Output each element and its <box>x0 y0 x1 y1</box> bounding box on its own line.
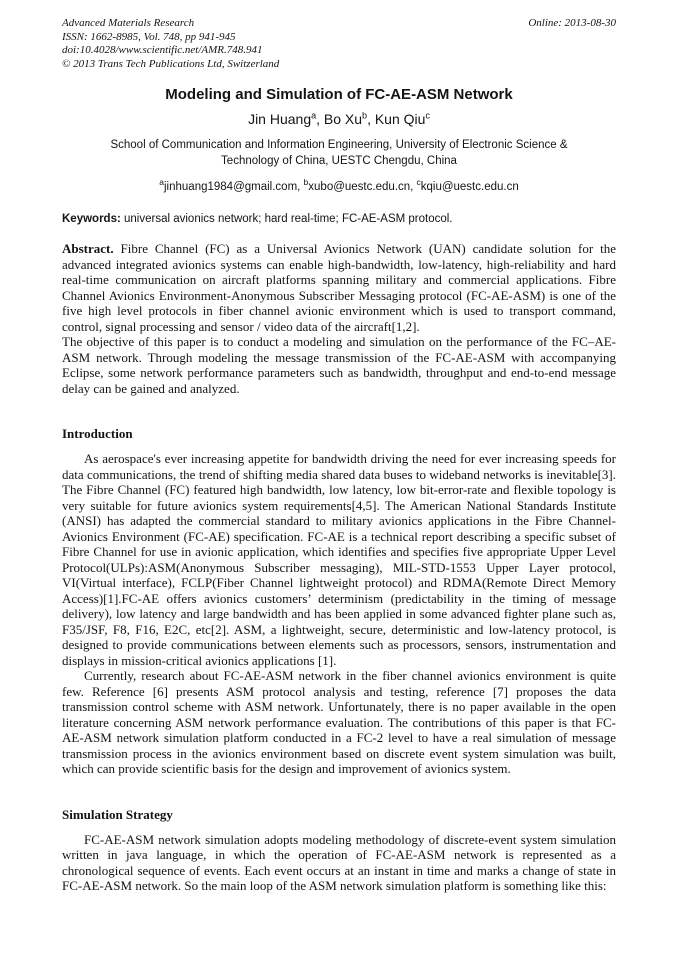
body-paragraph: As aerospace's ever increasing appetite for bandwidth driving the need for ever increasing speeds for data communications, the trend of shifting media shared data buses to wideband networks is inevitable[3]. The Fibre Channel (FC) featured high bandwidth, low latency, low bit-error-rate and flexible topology is very suitable for future avionics system requirements[4,5]. The American National Standards Institute (ANSI) has adapted the commercial standard to military avionics applications in the Fibre Channel-Avionics Environment (FC-AE) specification. FC-AE is a technical report describing a specific subset of Fibre Channel for use in avionic application, which identifies and specifies five appropriate Upper Level Protocol(ULPs):ASM(Anonymous Subscriber messaging), MIL-STD-1553 Upper Layer protocol, VI(Virtual interface), FCLP(Fiber Channel lightweight protocol) and RDMA(Remote Direct Memory Access)[1].FC-AE offers avionics customers’ determinism (predictability in the timing of message delivery), low latency and large bandwidth and has been applied in some advanced fighter plane such as, F35/JSF, F8, F16, E2C, etc[2]. ASM, a lightweight, secure, deterministic and low-latency protocol, is designed to provide communications between elements such as processors, sensors, instrumentation and displays in mission-critical avionics applications [1]. <box>62 451 616 668</box>
section-heading-introduction: Introduction <box>62 426 133 441</box>
abstract-text: Fibre Channel (FC) as a Universal Avionics Network (UAN) candidate solution for the advanced integrated avionics systems can enable high-bandwidth, low-latency, high-reliability and hard real-time communication on aircraft platforms spanning military and commercial applications. Fibre Channel Avionics Environment-Anonymous Subscriber Messaging protocol (FC-AE-ASM) is one of the five high level protocols in fiber channel avionic environment which is used to transport command, control, signal processing and sensor / video data of the aircraft[1,2]. <box>62 241 616 334</box>
author-name: Kun Qiu <box>374 111 426 127</box>
copyright-line: © 2013 Trans Tech Publications Ltd, Switzerland <box>62 57 280 70</box>
email-superscript: a <box>159 177 164 188</box>
email-separator: , <box>410 181 417 193</box>
section-heading-simulation-strategy: Simulation Strategy <box>62 806 173 822</box>
emails-line <box>62 177 616 194</box>
journal-name: Advanced Materials Research <box>62 17 195 29</box>
email-superscript: b <box>303 177 309 188</box>
issn-line: ISSN: 1662-8985, Vol. 748, pp 941-945 <box>62 30 236 43</box>
affiliation-line-2: Technology of China, UESTC Chengdu, China <box>221 155 457 167</box>
author-superscript: b <box>362 110 368 121</box>
author-separator: , <box>316 111 324 127</box>
doi-line: doi:10.4028/www.scientific.net/AMR.748.941 <box>62 44 263 56</box>
journal-header-left <box>62 17 279 71</box>
author-name: Jin Huang <box>248 111 312 127</box>
email-superscript: c <box>416 177 421 188</box>
author-superscript: c <box>425 110 430 121</box>
authors-line <box>62 111 616 128</box>
abstract-paragraph-2: The objective of this paper is to conduct a modeling and simulation on the performance of the FC–AE-ASM network. Through modeling the message transmission of the FC-AE-ASM with accompanying Eclipse, some network performance parameters such as bandwidth, throughput and end-to-end message delay can be gained and analyzed. <box>62 334 616 396</box>
paper-title: Modeling and Simulation of FC-AE-ASM Network <box>165 86 513 103</box>
journal-header <box>62 17 616 71</box>
affiliation-line-1: School of Communication and Information Engineering, University of Electronic Science & <box>110 139 568 151</box>
email-separator: , <box>297 181 304 193</box>
body-paragraph: FC-AE-ASM network simulation adopts modeling methodology of discrete-event system simulation written in java language, in which the operation of FC-AE-ASM network is represented as a chronological sequence of events. Each event occurs at an instant in time and marks a change of state in FC-AE-ASM network. So the main loop of the ASM network simulation platform is something like this: <box>62 831 616 893</box>
body-paragraph: Currently, research about FC-AE-ASM network in the fiber channel avionics environment is quite few. Reference [6] presents ASM protocol analysis and testing, reference [7] proposes the data transmission control scheme with ASM network. Unfortunately, there is no paper available in the open literature concerning ASM network performance evaluation. The contributions of this paper is that FC-AE-ASM network simulation platform conducted in a FC-2 level to have a real simulation of message transmission process in the avionics environment based on discrete event system simulation was built, which can provide scientific basis for the design and improvement of avionics system. <box>62 668 616 776</box>
email-address: jinhuang1984@gmail.com <box>164 181 298 193</box>
email-address: kqiu@uestc.edu.cn <box>420 181 519 193</box>
affiliation <box>62 137 616 169</box>
author-name: Bo Xu <box>323 111 363 127</box>
keywords-line <box>62 212 616 226</box>
author-superscript: a <box>311 110 317 121</box>
keywords-text: universal avionics network; hard real-time; FC-AE-ASM protocol. <box>124 213 453 225</box>
online-date: Online: 2013-08-30 <box>528 17 616 29</box>
abstract-paragraph-1 <box>62 241 616 334</box>
abstract-label: Abstract. <box>62 241 114 256</box>
email-address: xubo@uestc.edu.cn <box>308 181 411 193</box>
keywords-label: Keywords: <box>62 213 121 225</box>
author-separator: , <box>367 111 375 127</box>
